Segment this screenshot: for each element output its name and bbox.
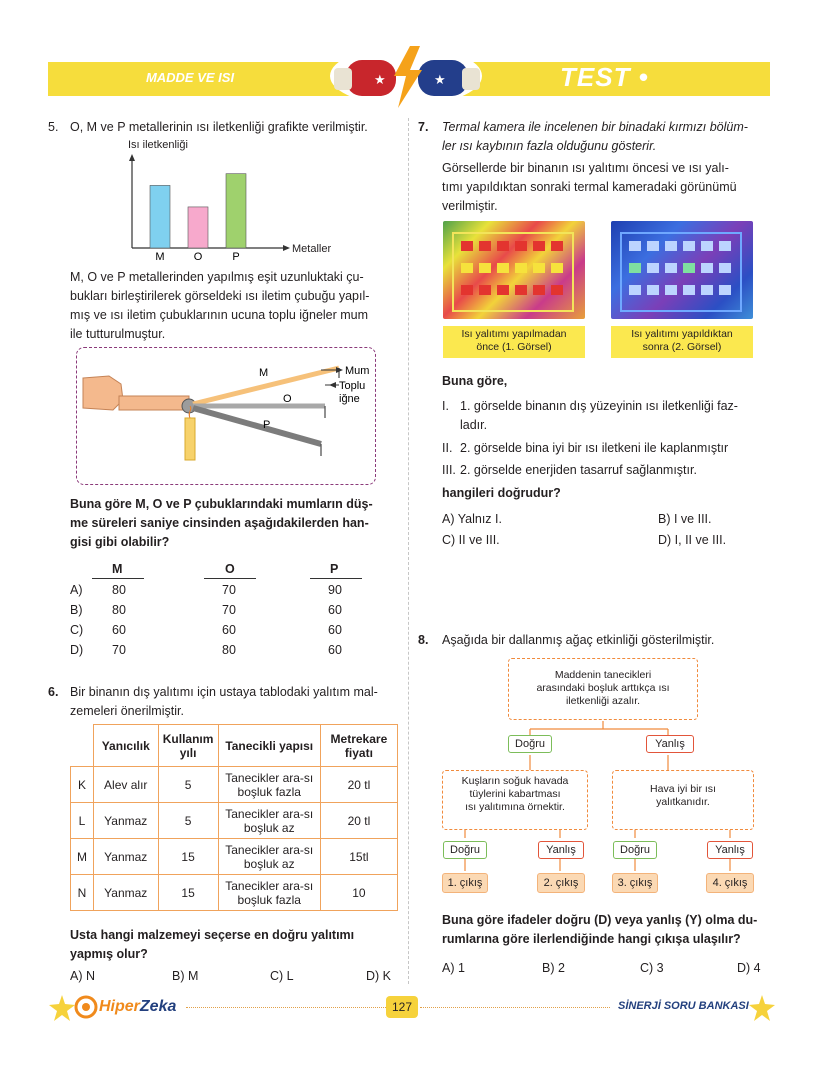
boxing-gloves-icon [326,46,486,110]
q5-question-2: me süreleri saniye cinsinden aşağıdakilerden han- [70,516,369,530]
q7-intro-1: Termal kamera ile incelenen bir binadaki kırmızı bölüm- [442,120,748,134]
cell-yil: 5 [158,803,218,839]
label-o: O [283,393,292,405]
cell-yapi: Tanecikler ara-sı boşluk fazla [218,767,320,803]
q5-col-p: P [330,562,339,576]
table-row [71,767,398,803]
root-dogru-tag: Doğru [508,735,552,753]
th-kullanim: Kullanım yılı [158,725,218,767]
caption-line: Isı yalıtımı yapıldıktan [631,328,733,340]
q8-question-2: rumlarına göre ilerlendiğinde hangi çıkışa ulaşılır? [442,932,741,946]
cell-yanicilik: Yanmaz [93,875,158,911]
q7-item-1a: 1. görselde binanın dış yüzeyinin ısı iletkenliği faz- [460,399,738,413]
brand-logo [99,998,176,1016]
q7-option-d[interactable]: D) I, II ve III. [658,533,727,547]
q7-item-2: 2. görselde bina iyi bir ısı iletkeni ile kaplanmıştır [460,441,729,455]
left-dogru-tag: Doğru [443,841,487,859]
series-name: SİNERJİ SORU BANKASI [618,1000,749,1012]
right-yanlis-tag: Yanlış [707,841,753,859]
option-o: 80 [222,643,236,657]
option-m: 80 [112,603,126,617]
option-label: C) [70,623,84,637]
thermal-image-before [443,221,585,319]
q5-col-m-rule [92,578,144,579]
q6-option-a[interactable]: A) N [70,969,95,983]
q5-question-3: gisi gibi olabilir? [70,535,170,549]
q7-roman-3: III. [442,463,456,477]
q5-col-p-rule [310,578,362,579]
row-id: N [71,875,94,911]
tick-label-p: P [232,251,240,263]
test-title: TEST • 09 [560,62,649,123]
table-row [71,839,398,875]
caption-line: önce (1. Görsel) [476,341,552,353]
statement-line: yalıtkanıdır. [656,796,710,808]
cell-yanicilik: Alev alır [93,767,158,803]
thermal-image-after [611,221,753,319]
q5-question-1: Buna göre M, O ve P çubuklarındaki mumların düş- [70,497,373,511]
row-id: K [71,767,94,803]
cell-yil: 15 [158,839,218,875]
q7-para-1: Görsellerde bir binanın ısı yalıtımı öncesi ve ısı yalı- [442,161,729,175]
exit-1: 1. çıkış [442,873,488,893]
cell-yapi: Tanecikler ara-sı boşluk az [218,839,320,875]
tick-label-m: M [155,251,165,263]
q7-lead: Buna göre, [442,374,508,388]
q7-para-3: verilmiştir. [442,199,498,213]
q5-col-o: O [225,562,235,576]
q7-option-b[interactable]: B) I ve III. [658,512,712,526]
q5-para-3: mış ve ısı iletim çubuklarının ucuna toplu iğneler mum [70,308,369,322]
q7-item-3: 2. görselde enerjiden tasarruf sağlanmıştır. [460,463,697,477]
q5-col-o-rule [204,578,256,579]
brand-zeka: Zeka [139,998,177,1015]
exit-3: 3. çıkış [612,873,658,893]
q8-stem: Aşağıda bir dallanmış ağaç etkinliği gösterilmiştir. [442,633,715,647]
cell-fiyat: 15tl [320,839,397,875]
statement-line: tüylerini kabartması [469,788,561,800]
caption-line: sonra (2. Görsel) [642,341,722,353]
statement-line: ısı yalıtımına örnektir. [465,801,565,813]
option-label: D) [70,643,84,657]
q7-item-1b: ladır. [460,418,488,432]
q5-para-1: M, O ve P metallerinden yapılmış eşit uzunluktaki çu- [70,270,364,284]
thermal-caption-before [443,326,585,358]
option-p: 90 [328,583,342,597]
svg-text:★: ★ [434,73,446,88]
option-p: 60 [328,623,342,637]
q8-option-b[interactable]: B) 2 [542,961,565,975]
table-row [71,803,398,839]
row-id: L [71,803,94,839]
right-dogru-tag: Doğru [613,841,657,859]
hiperzeka-logo-icon [74,995,98,1019]
label-mum: Mum [345,365,370,377]
q5-bar-chart [120,136,350,264]
q6-number: 6. [48,685,59,699]
building-before-illustration [443,221,585,319]
tree-root-statement [508,658,698,720]
cell-fiyat: 20 tl [320,767,397,803]
table-row [71,875,398,911]
thermal-caption-after [611,326,753,358]
footer-rule-right [420,1007,610,1008]
q7-option-a[interactable]: A) Yalnız I. [442,512,502,526]
th-yapi: Tanecikli yapısı [218,725,320,767]
statement-line: Kuşların soğuk havada [461,775,569,787]
cell-yapi: Tanecikler ara-sı boşluk fazla [218,875,320,911]
option-o: 60 [222,623,236,637]
bar-o [188,207,208,248]
th-yanicilik: Yanıcılık [93,725,158,767]
option-o: 70 [222,583,236,597]
q5-col-m: M [112,562,123,576]
footer-rule-left [186,1007,386,1008]
q5-para-2: bukları birleştirilerek görseldeki ısı iletim çubuğu yapıl- [70,289,370,303]
option-o: 70 [222,603,236,617]
root-yanlis-tag: Yanlış [646,735,694,753]
page-number: 127 [386,996,418,1018]
option-m: 80 [112,583,126,597]
q6-option-d[interactable]: D) K [366,969,391,983]
tree-right-statement [612,770,754,830]
exit-2: 2. çıkış [537,873,585,893]
q7-option-c[interactable]: C) II ve III. [442,533,500,547]
option-m: 70 [112,643,126,657]
tick-label-o: O [193,251,203,263]
cell-yanicilik: Yanmaz [93,839,158,875]
label-igne: iğne [339,393,360,405]
cell-fiyat: 10 [320,875,397,911]
table-header-row [71,725,398,767]
cell-yanicilik: Yanmaz [93,803,158,839]
q7-intro-2: ler ısı kaybının fazla olduğunu gösterir. [442,139,657,153]
option-label: B) [70,603,83,617]
cell-fiyat: 20 tl [320,803,397,839]
chart-ylabel: Isı iletkenliği [128,139,188,151]
q5-number: 5. [48,120,59,134]
q6-option-b[interactable]: B) M [172,969,199,983]
statement-line: iletkenliği azalır. [565,695,641,707]
row-id: M [71,839,94,875]
q8-number: 8. [418,633,429,647]
q6-stem-2: zemeleri önerilmiştir. [70,704,184,718]
exit-4: 4. çıkış [706,873,754,893]
left-yanlis-tag: Yanlış [538,841,584,859]
bar-m [150,185,170,248]
q7-para-2: tımı yapıldıktan sonraki termal kameradaki görünümü [442,180,737,194]
q8-option-d[interactable]: D) 4 [737,961,761,975]
label-m: M [259,367,269,379]
star-icon [48,994,76,1022]
th-fiyat: Metrekare fiyatı [320,725,397,767]
cell-yil: 5 [158,767,218,803]
statement-line: arasındaki boşluk arttıkça ısı [536,682,670,694]
statement-line: Maddenin tanecikleri [554,669,652,681]
svg-text:★: ★ [374,73,386,88]
q6-question-2: yapmış olur? [70,947,148,961]
brand-hiper: Hiper [99,998,140,1015]
table-corner [71,725,94,767]
bar-p [226,174,246,248]
building-after-illustration [611,221,753,319]
column-divider [408,118,409,984]
option-p: 60 [328,643,342,657]
cell-yil: 15 [158,875,218,911]
q5-stem: O, M ve P metallerinin ısı iletkenliği grafikte verilmiştir. [70,120,368,134]
cell-yapi: Tanecikler ara-sı boşluk az [218,803,320,839]
label-p: P [263,419,271,431]
q8-option-c[interactable]: C) 3 [640,961,664,975]
q6-stem-1: Bir binanın dış yalıtımı için ustaya tablodaki yalıtım mal- [70,685,378,699]
tree-left-statement [442,770,588,830]
q5-rod-figure [76,347,376,485]
caption-line: Isı yalıtımı yapılmadan [461,328,567,340]
q6-material-table [70,724,398,911]
unit-title: MADDE VE ISI [145,70,235,85]
q8-question-1: Buna göre ifadeler doğru (D) veya yanlış (Y) olma du- [442,913,758,927]
statement-line: Hava iyi bir ısı [650,783,716,795]
heat-rod-illustration [77,348,373,482]
option-p: 60 [328,603,342,617]
star-icon [748,994,776,1022]
chart-xlabel: Metaller [292,243,332,255]
q7-question: hangileri doğrudur? [442,486,561,500]
q6-question-1: Usta hangi malzemeyi seçerse en doğru yalıtımı [70,928,355,942]
q6-option-c[interactable]: C) L [270,969,294,983]
q7-number: 7. [418,120,429,134]
option-label: A) [70,583,83,597]
option-m: 60 [112,623,126,637]
q7-roman-1: I. [442,399,449,413]
q5-para-4: ile tutturulmuştur. [70,327,166,341]
label-toplu: Toplu [339,380,366,392]
q8-option-a[interactable]: A) 1 [442,961,465,975]
q7-roman-2: II. [442,441,453,455]
